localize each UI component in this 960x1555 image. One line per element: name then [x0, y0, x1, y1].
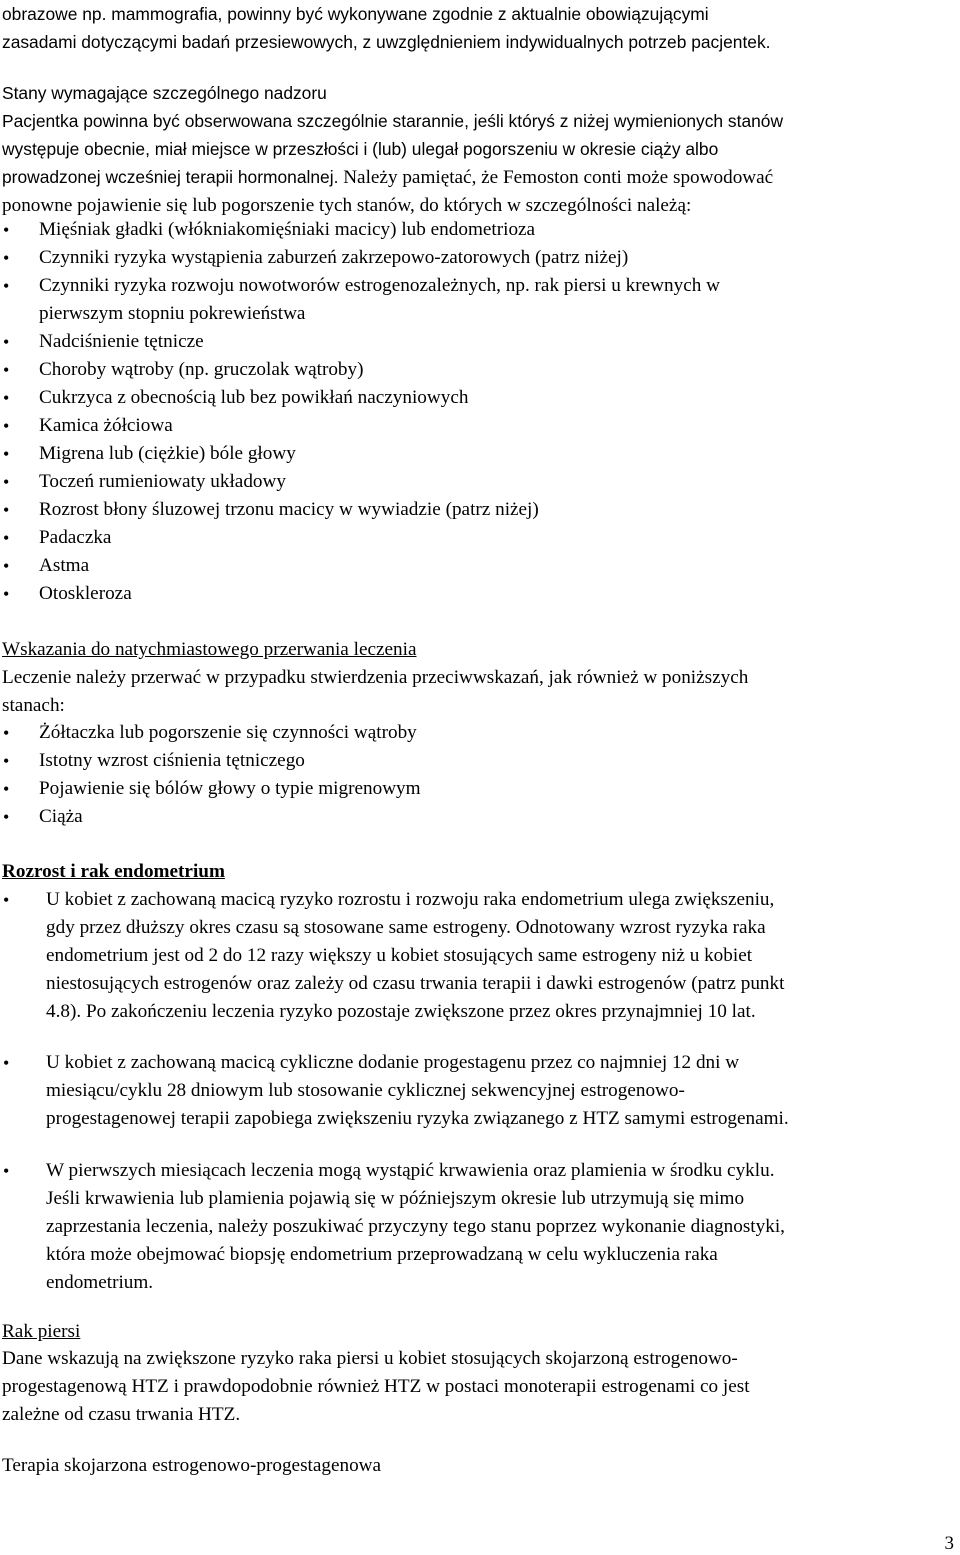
- paragraph-line: Dane wskazują na zwiększone ryzyko raka piersi u kobiet stosujących skojarzoną estrogenowo-: [2, 1348, 738, 1369]
- paragraph-line: ponowne pojawienie się lub pogorszenie tych stanów, do których w szczególności należą:: [2, 195, 692, 216]
- endometrium-heading-text: Rozrost i rak endometrium: [2, 861, 225, 882]
- breast-cancer-heading: [2, 1318, 957, 1346]
- endometrium-list-2: [0, 1049, 958, 1133]
- list-item: • Migrena lub (ciężkie) bóle głowy: [0, 440, 958, 468]
- paragraph-line: występuje obecnie, miał miejsce w przeszłości i (lub) ulegał pogorszeniu w okresie ciąży albo: [2, 139, 719, 159]
- list-item: • Padaczka: [0, 524, 958, 552]
- discontinuation-list: [0, 719, 958, 831]
- list-item: • Czynniki ryzyka rozwoju nowotworów estrogenozależnych, np. rak piersi u krewnych w pierwszym stopniu pokrewieństwa: [0, 272, 958, 328]
- paragraph-line: Pacjentka powinna być obserwowana szczególnie starannie, jeśli któryś z niżej wymienionych stanów: [2, 111, 784, 131]
- combined-therapy-subheading-text: Terapia skojarzona estrogenowo-progestagenowa: [2, 1455, 382, 1476]
- list-item: • Mięśniak gładki (włókniakomięśniaki macicy) lub endometrioza: [0, 216, 958, 244]
- list-item: • Żółtaczka lub pogorszenie się czynności wątroby: [0, 719, 958, 747]
- breast-cancer-heading-text: Rak piersi: [2, 1321, 81, 1342]
- paragraph-line: progestagenową HTZ i prawdopodobnie również HTZ w postaci monoterapii estrogenami co jest: [2, 1376, 750, 1397]
- list-item: • Astma: [0, 552, 958, 580]
- list-item: • W pierwszych miesiącach leczenia mogą wystąpić krwawienia oraz plamienia w środku cyklu. Jeśli krwawienia lub plamienia pojawią się w późniejszym okresie lub utrzymują się mimo zaprzestania leczenia, należy poszukiwać przyczyny tego stanu poprzez wykonanie diagnostyki, która może obejmować biopsję endometrium przeprowadzaną w celu wykluczenia raka endometrium.: [0, 1157, 958, 1297]
- intro-line: zasadami dotyczącymi badań przesiewowych, z uwzględnieniem indywidualnych potrzeb pacjentek.: [2, 32, 771, 52]
- paragraph-mixed-line: [2, 163, 957, 192]
- page-number: 3: [944, 1533, 954, 1554]
- special-supervision-heading: [2, 79, 957, 107]
- endometrium-heading: [2, 858, 957, 886]
- discontinuation-heading-text: Wskazania do natychmiastowego przerwania leczenia: [2, 639, 417, 660]
- list-item: • Otoskleroza: [0, 580, 958, 608]
- special-supervision-paragraph: [2, 107, 957, 220]
- list-item: • U kobiet z zachowaną macicą ryzyko rozrostu i rozwoju raka endometrium ulega zwiększeniu, gdy przez dłuższy okres czasu są stosowane same estrogeny. Odnotowany wzrost ryzyka raka endometrium jest od 2 do 12 razy większy u kobiet stosujących same estrogeny niż u kobiet niestosujących estrogenów oraz zależy od czasu trwania terapii i dawki estrogenów (patrz punkt 4.8). Po zakończeniu leczenia ryzyko pozostaje zwiększone przez okres przynajmniej 10 lat.: [0, 886, 958, 1026]
- list-item: • Czynniki ryzyka wystąpienia zaburzeń zakrzepowo-zatorowych (patrz niżej): [0, 244, 958, 272]
- list-item: • Choroby wątroby (np. gruczolak wątroby): [0, 356, 958, 384]
- intro-paragraph: [2, 0, 957, 56]
- paragraph-line: stanach:: [2, 695, 65, 716]
- discontinuation-paragraph: [2, 664, 957, 720]
- list-item: • Kamica żółciowa: [0, 412, 958, 440]
- list-item: • Toczeń rumieniowaty układowy: [0, 468, 958, 496]
- list-item: • U kobiet z zachowaną macicą cykliczne dodanie progestagenu przez co najmniej 12 dni w miesiącu/cyklu 28 dniowym lub stosowanie cyklicznej sekwencyjnej estrogenowo- progestagenowej terapii zapobiega zwiększeniu ryzyka związanego z HTZ samymi estrogenami.: [0, 1049, 958, 1133]
- endometrium-list-1: [0, 886, 958, 1026]
- paragraph-line: zależne od czasu trwania HTZ.: [2, 1404, 241, 1425]
- list-item: • Cukrzyca z obecnością lub bez powikłań naczyniowych: [0, 384, 958, 412]
- special-supervision-list: [0, 216, 958, 608]
- breast-cancer-paragraph: [2, 1345, 957, 1429]
- paragraph-line-part: Należy pamiętać, że Femoston conti może spowodować: [338, 167, 774, 188]
- list-item: • Ciąża: [0, 803, 958, 831]
- special-supervision-heading-text: Stany wymagające szczególnego nadzoru: [2, 83, 327, 103]
- paragraph-line: Leczenie należy przerwać w przypadku stwierdzenia przeciwwskazań, jak również w poniższych: [2, 667, 749, 688]
- intro-line: obrazowe np. mammografia, powinny być wykonywane zgodnie z aktualnie obowiązującymi: [2, 4, 709, 24]
- list-item: • Istotny wzrost ciśnienia tętniczego: [0, 747, 958, 775]
- list-item: • Pojawienie się bólów głowy o typie migrenowym: [0, 775, 958, 803]
- discontinuation-heading: [2, 636, 957, 664]
- combined-therapy-subheading: [2, 1452, 957, 1480]
- endometrium-list-3: [0, 1157, 958, 1297]
- list-item: • Rozrost błony śluzowej trzonu macicy w wywiadzie (patrz niżej): [0, 496, 958, 524]
- paragraph-line-part: prowadzonej wcześniej terapii hormonalnej.: [2, 167, 339, 187]
- list-item: • Nadciśnienie tętnicze: [0, 328, 958, 356]
